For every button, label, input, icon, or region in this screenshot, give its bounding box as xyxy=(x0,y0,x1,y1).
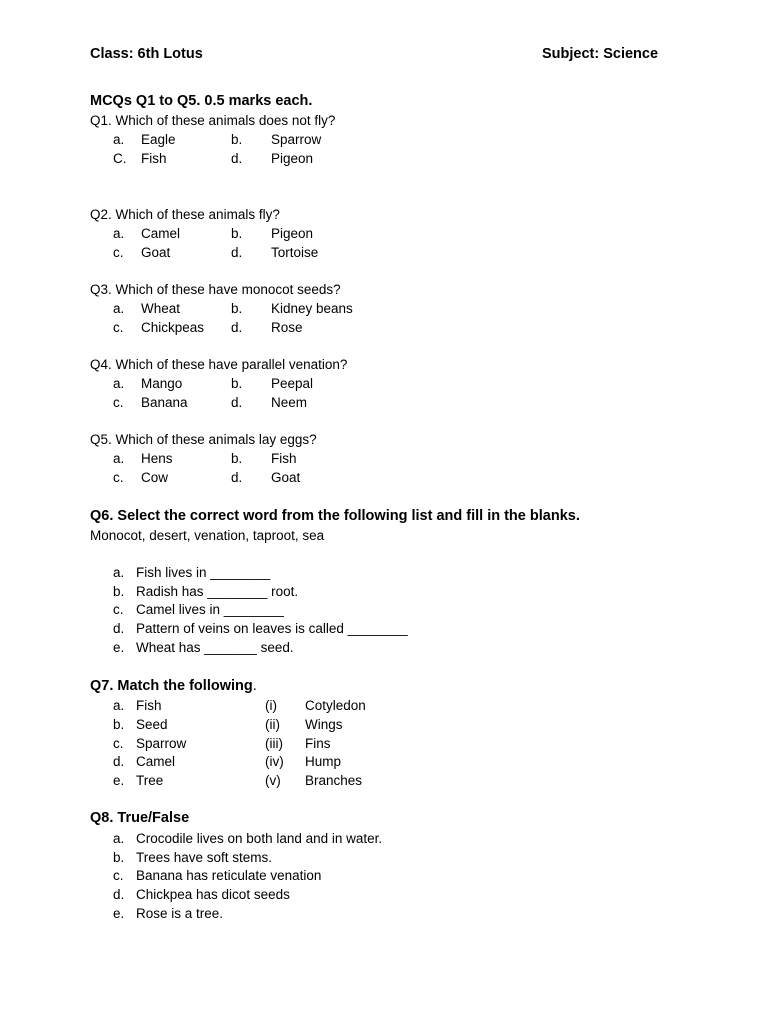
q7-title-period: . xyxy=(252,678,257,694)
match-right-item: Hump xyxy=(305,754,342,769)
option-text: Wheat xyxy=(141,301,181,316)
match-left-item: Seed xyxy=(136,717,168,732)
option-letter: a. xyxy=(113,451,125,466)
roman-numeral: (ii) xyxy=(265,717,280,732)
option-letter: a. xyxy=(113,301,125,316)
option-text: Kidney beans xyxy=(271,301,353,316)
option-letter: a. xyxy=(113,132,125,147)
subject-label: Subject: Science xyxy=(542,46,659,62)
list-letter: a. xyxy=(113,565,125,580)
true-false-item: Rose is a tree. xyxy=(136,906,224,921)
q8-title: Q8. True/False xyxy=(90,810,190,826)
fill-blank-item: Wheat has _______ seed. xyxy=(136,640,294,655)
option-letter: b. xyxy=(231,376,243,391)
option-letter: c. xyxy=(113,245,124,260)
option-letter: b. xyxy=(231,132,243,147)
option-text: Mango xyxy=(141,376,183,391)
option-text: Pigeon xyxy=(271,226,314,241)
roman-numeral: (iv) xyxy=(265,754,284,769)
list-letter: a. xyxy=(113,698,125,713)
list-letter: b. xyxy=(113,717,125,732)
mcq-section-title: MCQs Q1 to Q5. 0.5 marks each. xyxy=(90,93,313,109)
option-text: Eagle xyxy=(141,132,176,147)
list-letter: c. xyxy=(113,736,124,751)
option-letter: d. xyxy=(231,470,243,485)
option-letter: d. xyxy=(231,245,243,260)
option-text: Camel xyxy=(141,226,181,241)
option-letter: c. xyxy=(113,470,124,485)
list-letter: c. xyxy=(113,602,124,617)
true-false-item: Chickpea has dicot seeds xyxy=(136,887,290,902)
option-letter: c. xyxy=(113,395,124,410)
fill-blank-item: Camel lives in ________ xyxy=(136,602,284,617)
q7-title-text: Q7. Match the following xyxy=(90,678,253,694)
option-letter: a. xyxy=(113,376,125,391)
list-letter: a. xyxy=(113,831,125,846)
word-list: Monocot, desert, venation, taproot, sea xyxy=(90,528,325,543)
list-letter: e. xyxy=(113,906,125,921)
option-text: Fish xyxy=(271,451,297,466)
list-letter: e. xyxy=(113,640,125,655)
match-right-item: Fins xyxy=(305,736,331,751)
option-text: Banana xyxy=(141,395,188,410)
fill-blank-item: Pattern of veins on leaves is called ________ xyxy=(136,621,408,636)
option-letter: d. xyxy=(231,395,243,410)
option-text: Tortoise xyxy=(271,245,319,260)
list-letter: c. xyxy=(113,868,124,883)
option-letter: b. xyxy=(231,301,243,316)
option-text: Sparrow xyxy=(271,132,322,147)
match-right-item: Branches xyxy=(305,773,363,788)
option-letter: b. xyxy=(231,451,243,466)
option-letter: C. xyxy=(113,151,127,166)
roman-numeral: (iii) xyxy=(265,736,283,751)
true-false-item: Banana has reticulate venation xyxy=(136,868,322,883)
fill-blank-item: Fish lives in ________ xyxy=(136,565,271,580)
q7-title xyxy=(90,678,257,694)
option-text: Goat xyxy=(271,470,301,485)
match-left-item: Fish xyxy=(136,698,162,713)
list-letter: b. xyxy=(113,850,125,865)
option-text: Peepal xyxy=(271,376,314,391)
list-letter: b. xyxy=(113,584,125,599)
match-right-item: Wings xyxy=(305,717,343,732)
option-letter: a. xyxy=(113,226,125,241)
match-right-item: Cotyledon xyxy=(305,698,366,713)
option-text: Cow xyxy=(141,470,169,485)
true-false-item: Crocodile lives on both land and in water. xyxy=(136,831,383,846)
option-text: Rose xyxy=(271,320,303,335)
question-text: Q3. Which of these have monocot seeds? xyxy=(90,282,341,297)
question-text: Q1. Which of these animals does not fly? xyxy=(90,113,336,128)
option-letter: c. xyxy=(113,320,124,335)
option-letter: d. xyxy=(231,320,243,335)
option-text: Neem xyxy=(271,395,308,410)
option-text: Goat xyxy=(141,245,171,260)
option-text: Pigeon xyxy=(271,151,314,166)
fill-blank-item: Radish has ________ root. xyxy=(136,584,299,599)
roman-numeral: (v) xyxy=(265,773,281,788)
class-label: Class: 6th Lotus xyxy=(90,46,203,62)
option-letter: b. xyxy=(231,226,243,241)
option-text: Fish xyxy=(141,151,167,166)
true-false-item: Trees have soft stems. xyxy=(136,850,273,865)
match-left-item: Tree xyxy=(136,773,164,788)
q6-title: Q6. Select the correct word from the following list and fill in the blanks. xyxy=(90,508,580,524)
list-letter: d. xyxy=(113,621,125,636)
roman-numeral: (i) xyxy=(265,698,277,713)
list-letter: d. xyxy=(113,754,125,769)
option-letter: d. xyxy=(231,151,243,166)
match-left-item: Camel xyxy=(136,754,176,769)
option-text: Hens xyxy=(141,451,173,466)
match-left-item: Sparrow xyxy=(136,736,187,751)
option-text: Chickpeas xyxy=(141,320,205,335)
question-text: Q4. Which of these have parallel venation? xyxy=(90,357,348,372)
question-text: Q5. Which of these animals lay eggs? xyxy=(90,432,317,447)
list-letter: e. xyxy=(113,773,125,788)
question-text: Q2. Which of these animals fly? xyxy=(90,207,280,222)
list-letter: d. xyxy=(113,887,125,902)
